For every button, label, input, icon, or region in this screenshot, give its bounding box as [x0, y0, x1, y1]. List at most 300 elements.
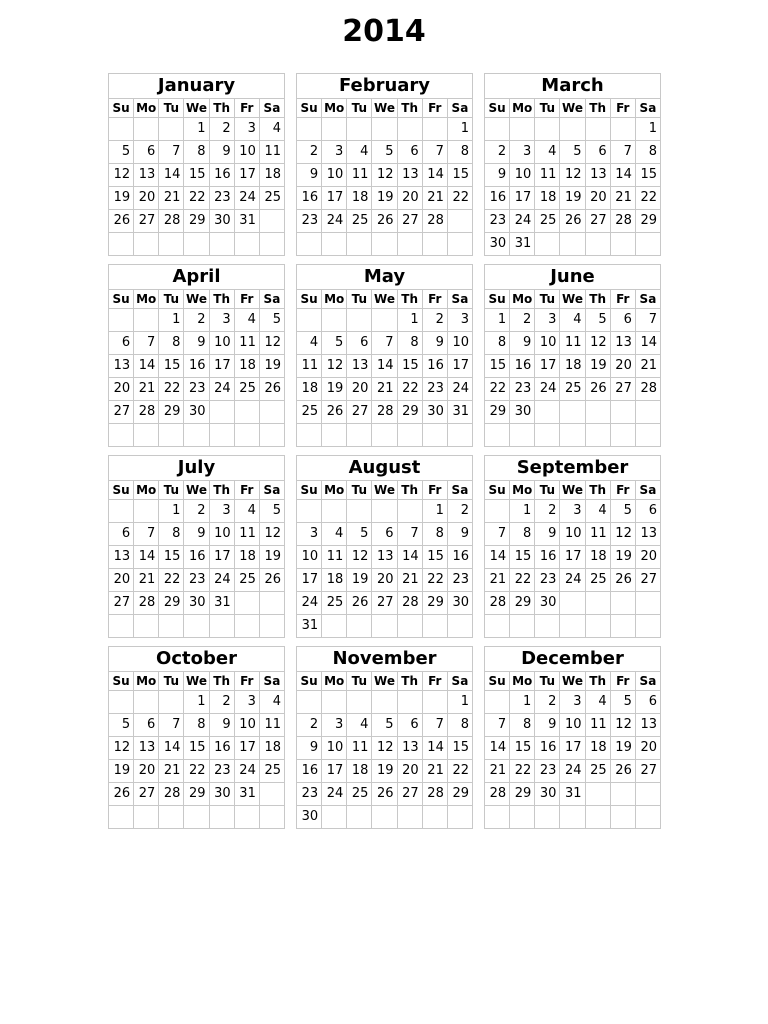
day-cell: 4	[234, 500, 259, 523]
month-table	[296, 646, 473, 829]
day-cell: 12	[585, 332, 610, 355]
day-cell: 6	[347, 332, 372, 355]
month-table	[484, 73, 661, 256]
day-cell: 23	[510, 378, 535, 401]
week-row	[109, 378, 285, 401]
day-cell: 24	[322, 783, 347, 806]
day-cell: 7	[422, 141, 447, 164]
empty-day-cell	[635, 424, 660, 447]
day-cell: 9	[184, 523, 209, 546]
weekday-label: We	[184, 290, 209, 309]
weekday-label: Mo	[322, 99, 347, 118]
empty-day-cell	[397, 424, 422, 447]
weekday-label: Tu	[535, 481, 560, 500]
day-cell: 6	[109, 332, 134, 355]
empty-day-cell	[585, 401, 610, 424]
empty-day-cell	[234, 233, 259, 256]
weekday-label: Mo	[322, 672, 347, 691]
empty-day-cell	[397, 500, 422, 523]
day-cell: 14	[485, 546, 510, 569]
day-cell: 8	[635, 141, 660, 164]
day-cell: 20	[109, 569, 134, 592]
weekday-label: Su	[297, 672, 322, 691]
day-cell: 16	[422, 355, 447, 378]
empty-day-cell	[422, 615, 447, 638]
day-cell: 28	[422, 210, 447, 233]
day-cell: 26	[372, 210, 397, 233]
day-cell: 6	[610, 309, 635, 332]
day-cell: 22	[510, 760, 535, 783]
weekday-label: We	[184, 672, 209, 691]
day-cell: 16	[184, 546, 209, 569]
empty-day-cell	[610, 592, 635, 615]
day-cell: 24	[560, 569, 585, 592]
weekday-header-row	[485, 672, 661, 691]
day-cell: 23	[297, 210, 322, 233]
empty-day-cell	[297, 309, 322, 332]
weekday-header-row	[297, 99, 473, 118]
week-row	[109, 332, 285, 355]
day-cell: 30	[485, 233, 510, 256]
weekday-label: Sa	[259, 290, 284, 309]
day-cell: 1	[184, 691, 209, 714]
month-name: January	[109, 74, 285, 99]
day-cell: 12	[372, 164, 397, 187]
month-table	[108, 264, 285, 447]
day-cell: 26	[585, 378, 610, 401]
empty-day-cell	[510, 118, 535, 141]
empty-day-cell	[159, 691, 184, 714]
weekday-label: Th	[209, 481, 234, 500]
empty-day-cell	[585, 615, 610, 638]
day-cell: 21	[422, 187, 447, 210]
day-cell: 10	[209, 523, 234, 546]
day-cell: 16	[485, 187, 510, 210]
day-cell: 18	[535, 187, 560, 210]
day-cell: 25	[347, 783, 372, 806]
empty-day-cell	[209, 615, 234, 638]
empty-day-cell	[347, 806, 372, 829]
week-row	[485, 233, 661, 256]
week-row	[485, 523, 661, 546]
day-cell: 26	[347, 592, 372, 615]
day-cell: 18	[347, 187, 372, 210]
day-cell: 4	[535, 141, 560, 164]
day-cell: 25	[322, 592, 347, 615]
day-cell: 7	[397, 523, 422, 546]
weekday-label: Mo	[510, 99, 535, 118]
empty-day-cell	[397, 233, 422, 256]
weekday-label: Fr	[234, 99, 259, 118]
day-cell: 17	[510, 187, 535, 210]
day-cell: 6	[397, 714, 422, 737]
day-cell: 9	[297, 737, 322, 760]
day-cell: 31	[234, 783, 259, 806]
week-row	[297, 737, 473, 760]
day-cell: 22	[635, 187, 660, 210]
weekday-label: Fr	[234, 481, 259, 500]
day-cell: 7	[159, 714, 184, 737]
weekday-label: Mo	[322, 481, 347, 500]
day-cell: 21	[372, 378, 397, 401]
day-cell: 2	[209, 118, 234, 141]
weekday-label: Su	[485, 481, 510, 500]
empty-day-cell	[347, 691, 372, 714]
week-row	[485, 615, 661, 638]
empty-day-cell	[397, 118, 422, 141]
day-cell: 26	[259, 378, 284, 401]
day-cell: 23	[535, 760, 560, 783]
empty-day-cell	[510, 424, 535, 447]
empty-day-cell	[109, 806, 134, 829]
empty-day-cell	[134, 118, 159, 141]
day-cell: 22	[159, 378, 184, 401]
weekday-label: Mo	[510, 672, 535, 691]
weekday-label: Fr	[610, 99, 635, 118]
empty-day-cell	[297, 424, 322, 447]
month-name: July	[109, 456, 285, 481]
empty-day-cell	[635, 401, 660, 424]
empty-day-cell	[535, 401, 560, 424]
day-cell: 28	[134, 592, 159, 615]
day-cell: 11	[259, 714, 284, 737]
day-cell: 30	[297, 806, 322, 829]
empty-day-cell	[297, 691, 322, 714]
empty-day-cell	[585, 592, 610, 615]
week-row	[109, 523, 285, 546]
empty-day-cell	[259, 806, 284, 829]
week-row	[109, 737, 285, 760]
week-row	[297, 760, 473, 783]
day-cell: 18	[585, 737, 610, 760]
week-row	[297, 424, 473, 447]
weekday-label: Th	[397, 99, 422, 118]
week-row	[485, 737, 661, 760]
day-cell: 17	[322, 760, 347, 783]
month-august	[296, 455, 473, 638]
weekday-label: Su	[109, 672, 134, 691]
empty-day-cell	[259, 233, 284, 256]
week-row	[109, 546, 285, 569]
day-cell: 19	[610, 546, 635, 569]
day-cell: 15	[510, 737, 535, 760]
weekday-label: Fr	[422, 672, 447, 691]
day-cell: 25	[297, 401, 322, 424]
day-cell: 2	[209, 691, 234, 714]
day-cell: 15	[159, 546, 184, 569]
day-cell: 6	[134, 714, 159, 737]
month-december	[484, 646, 661, 829]
empty-day-cell	[422, 806, 447, 829]
empty-day-cell	[485, 424, 510, 447]
weekday-header-row	[485, 481, 661, 500]
day-cell: 20	[397, 760, 422, 783]
weekday-label: Su	[297, 481, 322, 500]
day-cell: 23	[447, 569, 472, 592]
empty-day-cell	[297, 118, 322, 141]
day-cell: 16	[184, 355, 209, 378]
weekday-label: We	[372, 99, 397, 118]
empty-day-cell	[510, 806, 535, 829]
week-row	[109, 424, 285, 447]
week-row	[485, 210, 661, 233]
empty-day-cell	[184, 615, 209, 638]
day-cell: 20	[134, 187, 159, 210]
day-cell: 25	[347, 210, 372, 233]
day-cell: 21	[159, 187, 184, 210]
empty-day-cell	[535, 233, 560, 256]
empty-day-cell	[347, 118, 372, 141]
month-september	[484, 455, 661, 638]
weekday-label: Sa	[635, 481, 660, 500]
weekday-label: We	[560, 672, 585, 691]
day-cell: 26	[610, 760, 635, 783]
day-cell: 24	[560, 760, 585, 783]
day-cell: 11	[234, 523, 259, 546]
month-table	[108, 73, 285, 256]
day-cell: 1	[510, 691, 535, 714]
weekday-label: Fr	[422, 290, 447, 309]
day-cell: 21	[159, 760, 184, 783]
empty-day-cell	[422, 118, 447, 141]
week-row	[109, 118, 285, 141]
empty-day-cell	[560, 806, 585, 829]
day-cell: 18	[234, 355, 259, 378]
day-cell: 3	[322, 714, 347, 737]
weekday-label: Su	[485, 672, 510, 691]
week-row	[297, 615, 473, 638]
week-row	[485, 783, 661, 806]
day-cell: 31	[297, 615, 322, 638]
day-cell: 29	[485, 401, 510, 424]
day-cell: 20	[347, 378, 372, 401]
week-row	[109, 592, 285, 615]
empty-day-cell	[134, 806, 159, 829]
year-title: 2014	[342, 14, 426, 49]
empty-day-cell	[297, 500, 322, 523]
week-row	[297, 309, 473, 332]
day-cell: 10	[234, 141, 259, 164]
empty-day-cell	[372, 615, 397, 638]
day-cell: 4	[259, 691, 284, 714]
day-cell: 7	[372, 332, 397, 355]
empty-day-cell	[209, 233, 234, 256]
empty-day-cell	[535, 615, 560, 638]
day-cell: 7	[422, 714, 447, 737]
day-cell: 17	[234, 164, 259, 187]
day-cell: 13	[134, 737, 159, 760]
empty-day-cell	[322, 118, 347, 141]
week-row	[485, 141, 661, 164]
weekday-label: Sa	[447, 481, 472, 500]
day-cell: 5	[372, 714, 397, 737]
day-cell: 23	[209, 187, 234, 210]
day-cell: 13	[397, 164, 422, 187]
day-cell: 11	[585, 523, 610, 546]
empty-day-cell	[535, 424, 560, 447]
month-table	[296, 73, 473, 256]
weekday-label: Su	[109, 481, 134, 500]
day-cell: 22	[485, 378, 510, 401]
week-row	[485, 500, 661, 523]
day-cell: 8	[485, 332, 510, 355]
day-cell: 15	[159, 355, 184, 378]
day-cell: 6	[397, 141, 422, 164]
day-cell: 26	[109, 783, 134, 806]
day-cell: 28	[372, 401, 397, 424]
weekday-label: Sa	[635, 99, 660, 118]
weekday-header-row	[297, 290, 473, 309]
empty-day-cell	[109, 500, 134, 523]
weekday-label: Tu	[159, 99, 184, 118]
day-cell: 12	[259, 332, 284, 355]
day-cell: 24	[234, 187, 259, 210]
week-row	[297, 714, 473, 737]
empty-day-cell	[159, 615, 184, 638]
day-cell: 25	[234, 569, 259, 592]
day-cell: 17	[297, 569, 322, 592]
day-cell: 28	[134, 401, 159, 424]
weekday-label: Tu	[159, 672, 184, 691]
day-cell: 8	[159, 523, 184, 546]
day-cell: 28	[610, 210, 635, 233]
week-row	[297, 783, 473, 806]
empty-day-cell	[259, 783, 284, 806]
week-row	[109, 233, 285, 256]
day-cell: 22	[159, 569, 184, 592]
day-cell: 7	[610, 141, 635, 164]
month-name: November	[297, 647, 473, 672]
day-cell: 30	[535, 783, 560, 806]
day-cell: 14	[159, 737, 184, 760]
day-cell: 3	[535, 309, 560, 332]
empty-day-cell	[635, 615, 660, 638]
day-cell: 8	[422, 523, 447, 546]
month-name: May	[297, 265, 473, 290]
day-cell: 17	[560, 546, 585, 569]
weekday-label: Tu	[347, 672, 372, 691]
day-cell: 12	[347, 546, 372, 569]
empty-day-cell	[560, 424, 585, 447]
day-cell: 4	[560, 309, 585, 332]
day-cell: 11	[585, 714, 610, 737]
day-cell: 19	[259, 546, 284, 569]
day-cell: 6	[585, 141, 610, 164]
month-name: June	[485, 265, 661, 290]
day-cell: 23	[184, 569, 209, 592]
day-cell: 27	[610, 378, 635, 401]
week-row	[109, 615, 285, 638]
empty-day-cell	[159, 806, 184, 829]
empty-day-cell	[560, 592, 585, 615]
month-table	[484, 264, 661, 447]
day-cell: 20	[397, 187, 422, 210]
day-cell: 29	[447, 783, 472, 806]
day-cell: 18	[585, 546, 610, 569]
empty-day-cell	[322, 500, 347, 523]
empty-day-cell	[259, 615, 284, 638]
day-cell: 10	[447, 332, 472, 355]
empty-day-cell	[322, 309, 347, 332]
day-cell: 22	[447, 760, 472, 783]
day-cell: 4	[259, 118, 284, 141]
week-row	[109, 355, 285, 378]
day-cell: 23	[485, 210, 510, 233]
day-cell: 20	[635, 737, 660, 760]
day-cell: 1	[159, 309, 184, 332]
weekday-label: Su	[297, 99, 322, 118]
day-cell: 4	[297, 332, 322, 355]
week-row	[109, 210, 285, 233]
day-cell: 17	[209, 546, 234, 569]
weekday-label: Th	[585, 481, 610, 500]
week-row	[485, 424, 661, 447]
day-cell: 27	[347, 401, 372, 424]
day-cell: 27	[109, 401, 134, 424]
day-cell: 27	[109, 592, 134, 615]
day-cell: 1	[510, 500, 535, 523]
day-cell: 21	[422, 760, 447, 783]
day-cell: 21	[610, 187, 635, 210]
week-row	[297, 141, 473, 164]
empty-day-cell	[422, 691, 447, 714]
empty-day-cell	[322, 424, 347, 447]
week-row	[485, 309, 661, 332]
day-cell: 3	[209, 309, 234, 332]
day-cell: 28	[397, 592, 422, 615]
weekday-label: Mo	[322, 290, 347, 309]
day-cell: 9	[209, 141, 234, 164]
day-cell: 11	[560, 332, 585, 355]
week-row	[297, 378, 473, 401]
day-cell: 26	[259, 569, 284, 592]
day-cell: 19	[372, 760, 397, 783]
empty-day-cell	[234, 424, 259, 447]
day-cell: 9	[535, 523, 560, 546]
month-november	[296, 646, 473, 829]
day-cell: 30	[422, 401, 447, 424]
day-cell: 26	[610, 569, 635, 592]
empty-day-cell	[209, 806, 234, 829]
empty-day-cell	[585, 233, 610, 256]
weekday-label: Su	[485, 99, 510, 118]
week-row	[109, 714, 285, 737]
day-cell: 22	[184, 187, 209, 210]
day-cell: 14	[485, 737, 510, 760]
day-cell: 20	[134, 760, 159, 783]
day-cell: 20	[635, 546, 660, 569]
month-name: September	[485, 456, 661, 481]
day-cell: 15	[447, 737, 472, 760]
weekday-label: Sa	[447, 672, 472, 691]
empty-day-cell	[485, 691, 510, 714]
weekday-label: Fr	[234, 672, 259, 691]
day-cell: 21	[635, 355, 660, 378]
month-name: April	[109, 265, 285, 290]
day-cell: 2	[535, 500, 560, 523]
empty-day-cell	[134, 500, 159, 523]
day-cell: 3	[234, 118, 259, 141]
week-row	[485, 569, 661, 592]
day-cell: 20	[109, 378, 134, 401]
week-row	[485, 378, 661, 401]
month-april	[108, 264, 285, 447]
week-row	[297, 355, 473, 378]
day-cell: 7	[134, 523, 159, 546]
day-cell: 22	[422, 569, 447, 592]
empty-day-cell	[159, 424, 184, 447]
month-table	[296, 455, 473, 638]
